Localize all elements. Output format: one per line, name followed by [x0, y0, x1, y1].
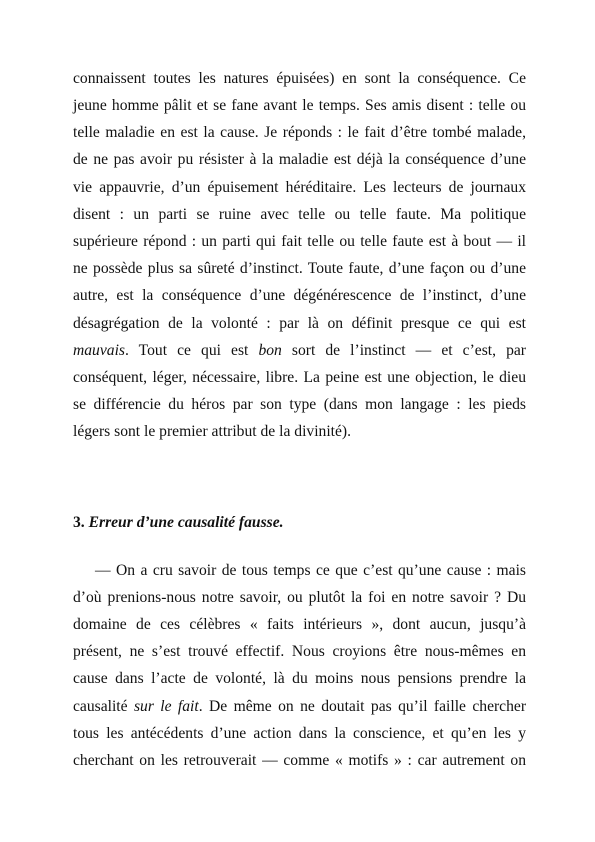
text-line: présent, ne s’est trouvé effectif. Nous croyions être nous-mêmes en: [73, 643, 526, 660]
text-line: domaine de ces célèbres « faits intérieurs », dont aucun, jusqu’à: [73, 616, 526, 633]
text-line: de ne pas avoir pu résister à la maladie est déjà la conséquence d’une: [73, 151, 526, 168]
text-line: [73, 697, 526, 717]
text-line: d’où prenions-nous notre savoir, ou plutôt la foi en notre savoir ? Du: [73, 589, 526, 606]
text-line: jeune homme pâlit et se fane avant le temps. Ses amis disent : telle ou: [73, 97, 526, 114]
section-title: Erreur d’une causalité fausse.: [88, 514, 284, 531]
section-number: 3.: [73, 514, 89, 531]
emphasis-bon: bon: [258, 342, 282, 359]
text-line: telle maladie en est la cause. Je réponds : le fait d’être tombé malade,: [73, 124, 526, 141]
text-line: se différencie du héros par son type (dans mon langage : les pieds: [73, 396, 526, 413]
text-run: causalité: [73, 698, 134, 715]
text-run: sort de l’instinct — et c’est, par: [281, 342, 526, 359]
emphasis-sur-le-fait: sur le fait: [133, 698, 199, 715]
text-line: — On a cru savoir de tous temps ce que c’est qu’une cause : mais: [95, 562, 526, 579]
text-line: légers sont le premier attribut de la divinité).: [73, 423, 351, 440]
text-line: désagrégation de la volonté : par là on définit presque ce qui est: [73, 315, 526, 332]
text-line: ne possède plus sa sûreté d’instinct. Toute faute, d’une façon ou d’une: [73, 260, 526, 277]
emphasis-mauvais: mauvais: [73, 342, 125, 359]
text-line: connaissent toutes les natures épuisées) en sont la conséquence. Ce: [73, 70, 526, 87]
text-line: tous les antécédents d’une action dans la conscience, et qu’en les y: [73, 725, 526, 742]
section-heading: [73, 513, 284, 533]
text-line: supérieure répond : un parti qui fait telle ou telle faute est à bout — il: [73, 233, 526, 250]
text-line: cherchant on les retrouverait — comme « motifs » : car autrement on: [73, 752, 526, 769]
text-line: cause dans l’acte de volonté, là du moins nous pensions prendre la: [73, 670, 526, 687]
text-line: autre, est la conséquence d’une dégénérescence de l’instinct, d’une: [73, 287, 526, 304]
text-run: . Tout ce qui est: [124, 342, 259, 359]
text-line: disent : un parti se ruine avec telle ou telle faute. Ma politique: [73, 206, 526, 223]
text-line: [73, 341, 526, 361]
text-line: conséquent, léger, nécessaire, libre. La peine est une objection, le dieu: [73, 369, 526, 386]
text-run: . De même on ne doutait pas qu’il faille chercher: [198, 698, 527, 715]
text-line: vie appauvrie, d’un épuisement héréditaire. Les lecteurs de journaux: [73, 179, 526, 196]
